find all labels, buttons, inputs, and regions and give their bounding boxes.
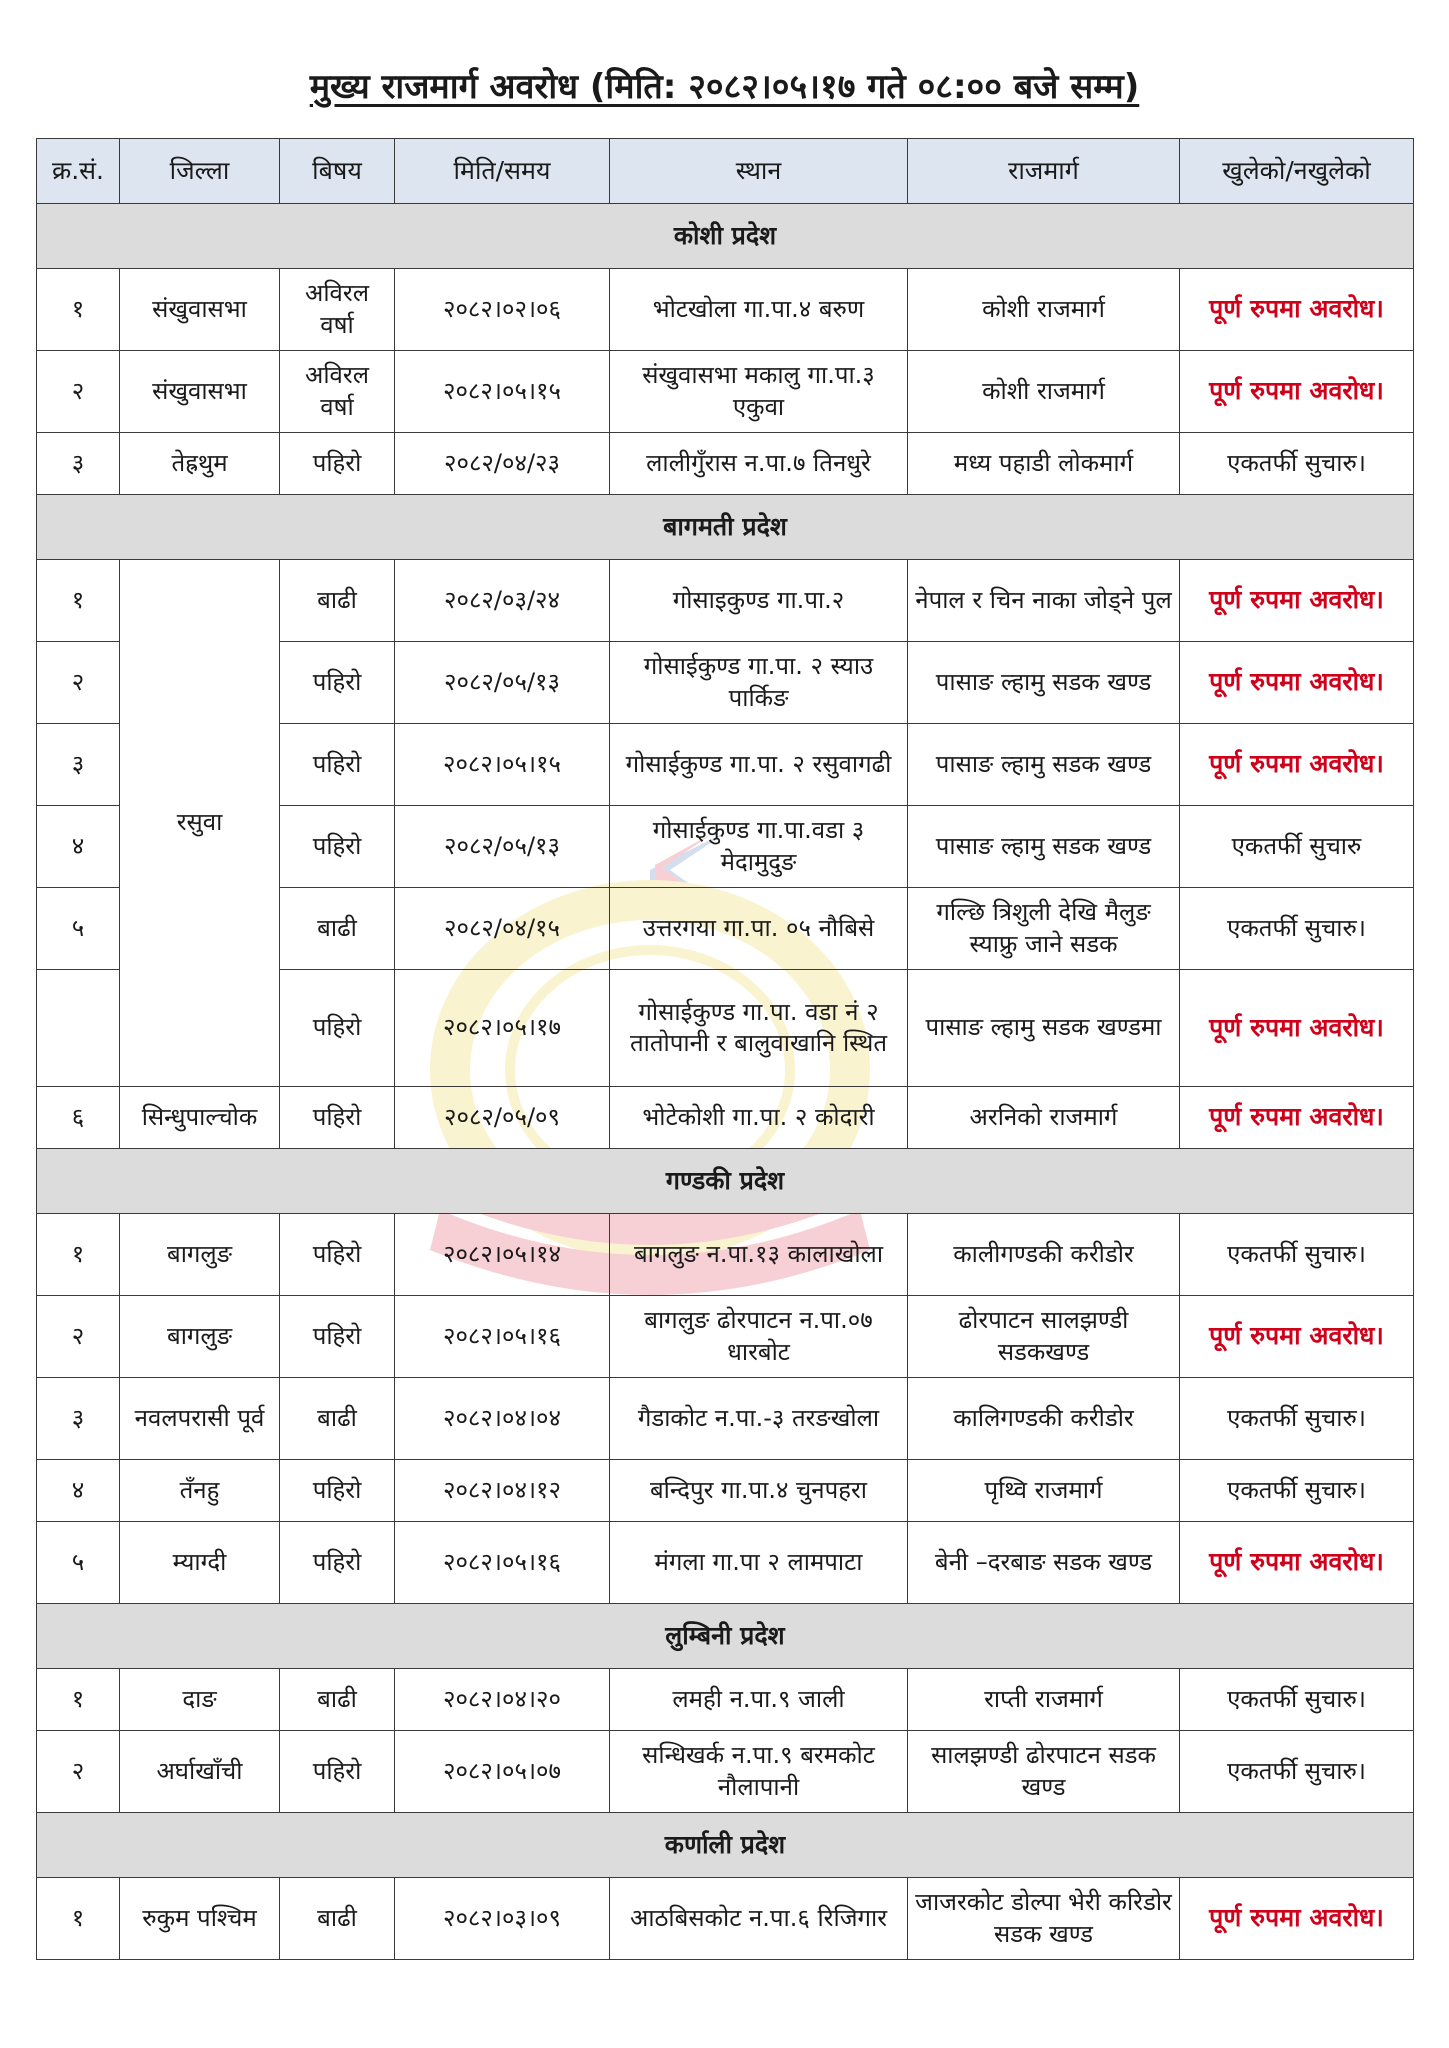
cell-location: सन्धिखर्क न.पा.९ बरमकोट नौलापानी: [610, 1731, 908, 1813]
cell-date: २०८२।०४।२०: [395, 1669, 610, 1731]
cell-subject: बाढी: [280, 1378, 395, 1460]
cell-highway: सालझण्डी ढोरपाटन सडक खण्ड: [908, 1731, 1180, 1813]
cell-highway: पासाङ ल्हामु सडक खण्डमा: [908, 970, 1180, 1087]
cell-location: गैडाकोट न.पा.-३ तरङखोला: [610, 1378, 908, 1460]
cell-date: २०८२/०५/०९: [395, 1087, 610, 1149]
cell-highway: अरनिको राजमार्ग: [908, 1087, 1180, 1149]
cell-subject: पहिरो: [280, 970, 395, 1087]
cell-status: एकतर्फी सुचारु।: [1180, 1214, 1414, 1296]
cell-subject: पहिरो: [280, 433, 395, 495]
cell-subject: पहिरो: [280, 1522, 395, 1604]
table-row: [37, 1731, 1414, 1813]
cell-district: सिन्धुपाल्चोक: [120, 1087, 280, 1149]
table-row: [37, 1296, 1414, 1378]
cell-location: बन्दिपुर गा.पा.४ चुनपहरा: [610, 1460, 908, 1522]
cell-district: तँनहु: [120, 1460, 280, 1522]
cell-serial: १: [37, 560, 120, 642]
table-row: [37, 351, 1414, 433]
cell-status: पूर्ण रुपमा अवरोध।: [1180, 970, 1414, 1087]
cell-highway: राप्ती राजमार्ग: [908, 1669, 1180, 1731]
cell-highway: नेपाल र चिन नाका जोड्ने पुल: [908, 560, 1180, 642]
cell-status: पूर्ण रुपमा अवरोध।: [1180, 269, 1414, 351]
header-district: जिल्ला: [120, 139, 280, 204]
cell-district-merged: रसुवा: [120, 560, 280, 1087]
cell-highway: पासाङ ल्हामु सडक खण्ड: [908, 724, 1180, 806]
cell-subject: बाढी: [280, 560, 395, 642]
cell-district: तेह्रथुम: [120, 433, 280, 495]
cell-district: संखुवासभा: [120, 269, 280, 351]
table-row: [37, 1087, 1414, 1149]
cell-date: २०८२।०५।१५: [395, 351, 610, 433]
cell-status: पूर्ण रुपमा अवरोध।: [1180, 642, 1414, 724]
cell-highway: पासाङ ल्हामु सडक खण्ड: [908, 642, 1180, 724]
cell-status: पूर्ण रुपमा अवरोध।: [1180, 1522, 1414, 1604]
header-date: मिति/समय: [395, 139, 610, 204]
cell-serial: १: [37, 269, 120, 351]
cell-status: एकतर्फी सुचारु।: [1180, 1669, 1414, 1731]
cell-date: २०८२।०५।०७: [395, 1731, 610, 1813]
table-row: [37, 560, 1414, 642]
section-title: बागमती प्रदेश: [37, 495, 1414, 560]
cell-highway: कोशी राजमार्ग: [908, 269, 1180, 351]
cell-date: २०८२।०५।१६: [395, 1296, 610, 1378]
cell-subject: पहिरो: [280, 1087, 395, 1149]
cell-highway: ढोरपाटन सालझण्डी सडकखण्ड: [908, 1296, 1180, 1378]
cell-location: उत्तरगया गा.पा. ०५ नौबिसे: [610, 888, 908, 970]
page-title-text: मुख्य राजमार्ग अवरोध (मिति: २०८२।०५।१७ गते ०८:०० बजे सम्म): [309, 67, 1140, 107]
cell-subject: पहिरो: [280, 1214, 395, 1296]
cell-district: बागलुङ: [120, 1214, 280, 1296]
header-serial: क्र.सं.: [37, 139, 120, 204]
header-status: खुलेको/नखुलेको: [1180, 139, 1414, 204]
cell-date: २०८२।०५।१६: [395, 1522, 610, 1604]
cell-location: मंगला गा.पा २ लामपाटा: [610, 1522, 908, 1604]
cell-serial: १: [37, 1214, 120, 1296]
cell-status: पूर्ण रुपमा अवरोध।: [1180, 351, 1414, 433]
section-row-bagmati: [37, 495, 1414, 560]
cell-status: पूर्ण रुपमा अवरोध।: [1180, 560, 1414, 642]
cell-status: एकतर्फी सुचारु।: [1180, 433, 1414, 495]
cell-location: बागलुङ न.पा.१३ कालाखोला: [610, 1214, 908, 1296]
cell-serial: ६: [37, 1087, 120, 1149]
cell-date: २०८२।०५।१७: [395, 970, 610, 1087]
section-row-gandaki: [37, 1149, 1414, 1214]
cell-date: २०८२।०२।०६: [395, 269, 610, 351]
table-row: [37, 1669, 1414, 1731]
table-row: [37, 1460, 1414, 1522]
cell-highway: गल्छि त्रिशुली देखि मैलुङ स्याफ्रु जाने सडक: [908, 888, 1180, 970]
cell-district: बागलुङ: [120, 1296, 280, 1378]
cell-serial: ३: [37, 1378, 120, 1460]
cell-date: २०८२/०४/२३: [395, 433, 610, 495]
cell-date: २०८२/०५/१३: [395, 642, 610, 724]
table-header-row: [37, 139, 1414, 204]
table-row: [37, 1522, 1414, 1604]
cell-subject: बाढी: [280, 888, 395, 970]
section-row-karnali: [37, 1813, 1414, 1878]
cell-location: लालीगुँरास न.पा.७ तिनधुरे: [610, 433, 908, 495]
cell-district: संखुवासभा: [120, 351, 280, 433]
cell-location: संखुवासभा मकालु गा.पा.३ एकुवा: [610, 351, 908, 433]
cell-highway: कालीगण्डकी करीडोर: [908, 1214, 1180, 1296]
table-row: [37, 433, 1414, 495]
cell-status: एकतर्फी सुचारु।: [1180, 1460, 1414, 1522]
cell-highway: पृथ्वि राजमार्ग: [908, 1460, 1180, 1522]
cell-serial: २: [37, 1296, 120, 1378]
cell-subject: पहिरो: [280, 1731, 395, 1813]
table-row: [37, 1214, 1414, 1296]
cell-serial: २: [37, 1731, 120, 1813]
header-location: स्थान: [610, 139, 908, 204]
cell-location: गोसाईकुण्ड गा.पा. वडा नं २ तातोपानी र बालुवाखानि स्थित: [610, 970, 908, 1087]
cell-date: २०८२।०५।१४: [395, 1214, 610, 1296]
cell-location: लमही न.पा.९ जाली: [610, 1669, 908, 1731]
cell-serial: ३: [37, 724, 120, 806]
page-title: [0, 62, 1449, 108]
cell-location: गोसाईकुण्ड गा.पा. २ स्याउ पार्किङ: [610, 642, 908, 724]
cell-status: पूर्ण रुपमा अवरोध।: [1180, 1087, 1414, 1149]
section-title: लुम्बिनी प्रदेश: [37, 1604, 1414, 1669]
cell-location: गोसाईकुण्ड गा.पा.वडा ३ मेदामुदुङ: [610, 806, 908, 888]
cell-status: पूर्ण रुपमा अवरोध।: [1180, 724, 1414, 806]
table-row: [37, 1378, 1414, 1460]
cell-serial: [37, 970, 120, 1087]
header-highway: राजमार्ग: [908, 139, 1180, 204]
cell-district: नवलपरासी पूर्व: [120, 1378, 280, 1460]
highway-obstruction-table: [36, 138, 1414, 1960]
cell-status: एकतर्फी सुचारु।: [1180, 1378, 1414, 1460]
table-row: [37, 1878, 1414, 1960]
cell-location: भोटखोला गा.पा.४ बरुण: [610, 269, 908, 351]
section-row-koshi: [37, 204, 1414, 269]
cell-date: २०८२/०५/१३: [395, 806, 610, 888]
cell-location: बागलुङ ढोरपाटन न.पा.०७ धारबोट: [610, 1296, 908, 1378]
cell-subject: अविरल वर्षा: [280, 269, 395, 351]
cell-status: एकतर्फी सुचारु।: [1180, 1731, 1414, 1813]
cell-serial: ५: [37, 888, 120, 970]
cell-serial: ४: [37, 1460, 120, 1522]
cell-highway: कालिगण्डकी करीडोर: [908, 1378, 1180, 1460]
cell-location: गोसाइकुण्ड गा.पा.२: [610, 560, 908, 642]
cell-subject: पहिरो: [280, 1296, 395, 1378]
cell-highway: कोशी राजमार्ग: [908, 351, 1180, 433]
cell-date: २०८२।०५।१५: [395, 724, 610, 806]
cell-district: रुकुम पश्चिम: [120, 1878, 280, 1960]
cell-highway: बेनी –दरबाङ सडक खण्ड: [908, 1522, 1180, 1604]
header-subject: बिषय: [280, 139, 395, 204]
cell-serial: ५: [37, 1522, 120, 1604]
cell-date: २०८२।०४।१२: [395, 1460, 610, 1522]
section-title: गण्डकी प्रदेश: [37, 1149, 1414, 1214]
table-row: [37, 269, 1414, 351]
cell-date: २०८२।०३।०९: [395, 1878, 610, 1960]
cell-district: अर्घाखाँची: [120, 1731, 280, 1813]
cell-status: पूर्ण रुपमा अवरोध।: [1180, 1878, 1414, 1960]
cell-location: गोसाईकुण्ड गा.पा. २ रसुवागढी: [610, 724, 908, 806]
cell-district: म्याग्दी: [120, 1522, 280, 1604]
cell-status: पूर्ण रुपमा अवरोध।: [1180, 1296, 1414, 1378]
cell-subject: पहिरो: [280, 724, 395, 806]
cell-status: एकतर्फी सुचारु।: [1180, 888, 1414, 970]
cell-date: २०८२।०४।०४: [395, 1378, 610, 1460]
section-row-lumbini: [37, 1604, 1414, 1669]
cell-subject: पहिरो: [280, 806, 395, 888]
cell-serial: ३: [37, 433, 120, 495]
cell-serial: १: [37, 1669, 120, 1731]
cell-highway: जाजरकोट डोल्पा भेरी करिडोर सडक खण्ड: [908, 1878, 1180, 1960]
cell-subject: बाढी: [280, 1669, 395, 1731]
cell-subject: बाढी: [280, 1878, 395, 1960]
cell-location: भोटेकोशी गा.पा. २ कोदारी: [610, 1087, 908, 1149]
cell-serial: ४: [37, 806, 120, 888]
cell-subject: अविरल वर्षा: [280, 351, 395, 433]
cell-district: दाङ: [120, 1669, 280, 1731]
section-title: कोशी प्रदेश: [37, 204, 1414, 269]
cell-subject: पहिरो: [280, 642, 395, 724]
cell-highway: मध्य पहाडी लोकमार्ग: [908, 433, 1180, 495]
cell-location: आठबिसकोट न.पा.६ रिजिगार: [610, 1878, 908, 1960]
cell-highway: पासाङ ल्हामु सडक खण्ड: [908, 806, 1180, 888]
cell-subject: पहिरो: [280, 1460, 395, 1522]
section-title: कर्णाली प्रदेश: [37, 1813, 1414, 1878]
cell-serial: २: [37, 642, 120, 724]
cell-date: २०८२/०४/१५: [395, 888, 610, 970]
cell-date: २०८२/०३/२४: [395, 560, 610, 642]
cell-serial: २: [37, 351, 120, 433]
cell-serial: १: [37, 1878, 120, 1960]
cell-status: एकतर्फी सुचारु: [1180, 806, 1414, 888]
